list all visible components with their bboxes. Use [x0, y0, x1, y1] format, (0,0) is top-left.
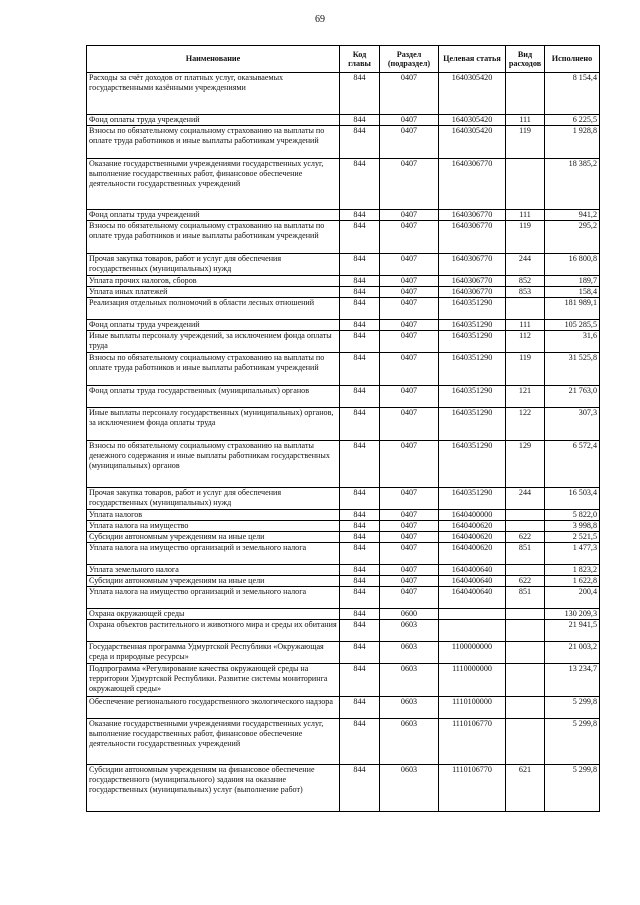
table-row — [87, 386, 600, 408]
header-code: Код главы — [340, 46, 380, 73]
table-row — [87, 115, 600, 126]
row-amount: 21 763,0 — [545, 386, 600, 408]
row-code: 844 — [340, 587, 380, 609]
row-name: Уплата налогов — [87, 510, 340, 521]
table-row — [87, 587, 600, 609]
row-code: 844 — [340, 221, 380, 254]
row-section: 0407 — [380, 441, 439, 488]
row-amount: 6 572,4 — [545, 441, 600, 488]
row-article: 1640400640 — [439, 587, 506, 609]
row-name: Уплата земельного налога — [87, 565, 340, 576]
table-row — [87, 664, 600, 697]
row-section: 0407 — [380, 298, 439, 320]
table-row — [87, 254, 600, 276]
row-amount: 16 503,4 — [545, 488, 600, 510]
table-row — [87, 620, 600, 642]
row-name: Фонд оплаты труда учреждений — [87, 210, 340, 221]
table-row — [87, 532, 600, 543]
row-section: 0407 — [380, 126, 439, 159]
row-name: Взносы по обязательному социальному страхованию на выплаты по оплате труда работников и иные выплаты работникам учреждений — [87, 126, 340, 159]
row-expense-type: 244 — [506, 488, 545, 510]
row-article: 1110100000 — [439, 697, 506, 719]
header-executed: Исполнено — [545, 46, 600, 73]
table-row — [87, 320, 600, 331]
row-article: 1640351290 — [439, 441, 506, 488]
header-row — [87, 46, 600, 73]
table-row — [87, 159, 600, 210]
header-section: Раздел (подраздел) — [380, 46, 439, 73]
table-row — [87, 642, 600, 664]
row-code: 844 — [340, 254, 380, 276]
row-code: 844 — [340, 126, 380, 159]
row-section: 0407 — [380, 565, 439, 576]
row-code: 844 — [340, 287, 380, 298]
row-name: Взносы по обязательному социальному страхованию на выплаты по оплате труда работников и иные выплаты работникам учреждений — [87, 221, 340, 254]
row-section: 0603 — [380, 719, 439, 765]
table-row — [87, 210, 600, 221]
row-name: Прочая закупка товаров, работ и услуг для обеспечения государственных (муниципальных) нужд — [87, 254, 340, 276]
row-section: 0407 — [380, 408, 439, 441]
row-code: 844 — [340, 697, 380, 719]
row-amount: 13 234,7 — [545, 664, 600, 697]
row-article: 1110106770 — [439, 765, 506, 812]
row-name: Государственная программа Удмуртской Республики «Окружающая среда и природные ресурсы» — [87, 642, 340, 664]
row-name: Субсидии автономным учреждениям на финансовое обеспечение государственного (муниципального) задания на оказание государственных (муниципальных) услуг (выполнение работ) — [87, 765, 340, 812]
table-row — [87, 408, 600, 441]
row-expense-type — [506, 620, 545, 642]
row-name: Охрана объектов растительного и животного мира и среды их обитания — [87, 620, 340, 642]
row-article: 1640306770 — [439, 221, 506, 254]
row-amount: 31,6 — [545, 331, 600, 353]
row-amount: 31 525,8 — [545, 353, 600, 386]
row-section: 0603 — [380, 642, 439, 664]
row-amount: 1 928,8 — [545, 126, 600, 159]
row-code: 844 — [340, 642, 380, 664]
row-expense-type: 853 — [506, 287, 545, 298]
row-name: Иные выплаты персоналу учреждений, за исключением фонда оплаты труда — [87, 331, 340, 353]
row-expense-type — [506, 521, 545, 532]
row-code: 844 — [340, 441, 380, 488]
row-code: 844 — [340, 73, 380, 115]
table-row — [87, 543, 600, 565]
row-name: Взносы по обязательному социальному страхованию на выплаты денежного содержания и иные выплаты работникам государственных (муниципальных) органов — [87, 441, 340, 488]
row-article: 1640351290 — [439, 320, 506, 331]
row-amount: 21 941,5 — [545, 620, 600, 642]
row-article: 1640305420 — [439, 126, 506, 159]
row-article: 1640400620 — [439, 521, 506, 532]
table-row — [87, 765, 600, 812]
row-article: 1640306770 — [439, 287, 506, 298]
row-section: 0407 — [380, 331, 439, 353]
row-expense-type: 851 — [506, 543, 545, 565]
row-name: Подпрограмма «Регулирование качества окружающей среды на территории Удмуртской Республики. Развитие системы мониторинга окружающей среды» — [87, 664, 340, 697]
row-expense-type: 852 — [506, 276, 545, 287]
row-article — [439, 609, 506, 620]
row-amount: 189,7 — [545, 276, 600, 287]
table-row — [87, 126, 600, 159]
row-amount: 5 299,8 — [545, 697, 600, 719]
row-section: 0407 — [380, 521, 439, 532]
row-expense-type: 119 — [506, 126, 545, 159]
row-expense-type: 119 — [506, 353, 545, 386]
row-name: Фонд оплаты труда государственных (муниципальных) органов — [87, 386, 340, 408]
row-amount: 181 989,1 — [545, 298, 600, 320]
row-code: 844 — [340, 276, 380, 287]
row-name: Уплата налога на имущество — [87, 521, 340, 532]
row-article: 1640351290 — [439, 408, 506, 441]
row-amount: 5 299,8 — [545, 765, 600, 812]
row-article: 1640306770 — [439, 159, 506, 210]
row-expense-type — [506, 642, 545, 664]
row-code: 844 — [340, 159, 380, 210]
row-article: 1640351290 — [439, 386, 506, 408]
row-expense-type — [506, 609, 545, 620]
row-amount: 200,4 — [545, 587, 600, 609]
header-name: Наименование — [87, 46, 340, 73]
row-name: Охрана окружающей среды — [87, 609, 340, 620]
row-code: 844 — [340, 115, 380, 126]
row-code: 844 — [340, 353, 380, 386]
row-expense-type — [506, 697, 545, 719]
table-row — [87, 298, 600, 320]
row-expense-type — [506, 565, 545, 576]
row-section: 0407 — [380, 159, 439, 210]
row-expense-type — [506, 159, 545, 210]
row-name: Прочая закупка товаров, работ и услуг для обеспечения государственных (муниципальных) нужд — [87, 488, 340, 510]
row-expense-type: 111 — [506, 320, 545, 331]
row-amount: 5 299,8 — [545, 719, 600, 765]
row-section: 0600 — [380, 609, 439, 620]
table-body — [87, 73, 600, 812]
row-code: 844 — [340, 609, 380, 620]
row-code: 844 — [340, 521, 380, 532]
row-section: 0407 — [380, 543, 439, 565]
row-expense-type: 121 — [506, 386, 545, 408]
row-section: 0407 — [380, 276, 439, 287]
row-article: 1640306770 — [439, 254, 506, 276]
table-row — [87, 73, 600, 115]
row-amount: 1 823,2 — [545, 565, 600, 576]
row-section: 0407 — [380, 353, 439, 386]
row-expense-type: 129 — [506, 441, 545, 488]
table-row — [87, 565, 600, 576]
row-amount: 158,4 — [545, 287, 600, 298]
row-amount: 1 477,3 — [545, 543, 600, 565]
row-amount: 21 003,2 — [545, 642, 600, 664]
row-article: 1640351290 — [439, 331, 506, 353]
row-article: 1640400000 — [439, 510, 506, 521]
table-row — [87, 441, 600, 488]
row-name: Уплата налога на имущество организаций и земельного налога — [87, 543, 340, 565]
row-amount: 3 998,8 — [545, 521, 600, 532]
row-section: 0407 — [380, 576, 439, 587]
row-code: 844 — [340, 543, 380, 565]
row-section: 0407 — [380, 587, 439, 609]
row-section: 0407 — [380, 115, 439, 126]
row-article: 1110106770 — [439, 719, 506, 765]
row-section: 0407 — [380, 510, 439, 521]
row-section: 0407 — [380, 254, 439, 276]
row-expense-type — [506, 664, 545, 697]
table-row — [87, 287, 600, 298]
row-name: Оказание государственными учреждениями государственных услуг, выполнение государственных работ, финансовое обеспечение деятельности государственных учреждений — [87, 159, 340, 210]
row-section: 0603 — [380, 664, 439, 697]
row-article: 1640351290 — [439, 298, 506, 320]
row-article: 1110000000 — [439, 664, 506, 697]
row-section: 0407 — [380, 287, 439, 298]
row-amount: 18 385,2 — [545, 159, 600, 210]
table-header — [87, 46, 600, 73]
row-code: 844 — [340, 298, 380, 320]
row-code: 844 — [340, 331, 380, 353]
row-name: Иные выплаты персоналу государственных (муниципальных) органов, за исключением фонда оплаты труда — [87, 408, 340, 441]
row-code: 844 — [340, 765, 380, 812]
row-name: Фонд оплаты труда учреждений — [87, 115, 340, 126]
row-expense-type: 119 — [506, 221, 545, 254]
row-code: 844 — [340, 620, 380, 642]
row-expense-type — [506, 298, 545, 320]
row-code: 844 — [340, 210, 380, 221]
row-amount: 1 622,8 — [545, 576, 600, 587]
row-amount: 130 209,3 — [545, 609, 600, 620]
table-row — [87, 697, 600, 719]
row-expense-type: 111 — [506, 115, 545, 126]
row-section: 0407 — [380, 320, 439, 331]
row-section: 0603 — [380, 765, 439, 812]
row-amount: 2 521,5 — [545, 532, 600, 543]
row-expense-type: 622 — [506, 532, 545, 543]
row-article: 1640400640 — [439, 565, 506, 576]
table-row — [87, 353, 600, 386]
budget-table — [86, 45, 600, 812]
row-expense-type: 851 — [506, 587, 545, 609]
table-row — [87, 609, 600, 620]
row-code: 844 — [340, 664, 380, 697]
row-expense-type: 244 — [506, 254, 545, 276]
row-amount: 105 285,5 — [545, 320, 600, 331]
table-row — [87, 576, 600, 587]
row-code: 844 — [340, 320, 380, 331]
row-article: 1640351290 — [439, 353, 506, 386]
row-name: Уплата иных платежей — [87, 287, 340, 298]
row-expense-type: 112 — [506, 331, 545, 353]
row-article: 1640400620 — [439, 532, 506, 543]
table-row — [87, 331, 600, 353]
row-article: 1640400640 — [439, 576, 506, 587]
table-row — [87, 521, 600, 532]
row-name: Оказание государственными учреждениями государственных услуг, выполнение государственных работ, финансовое обеспечение деятельности государственных учреждений — [87, 719, 340, 765]
table-row — [87, 488, 600, 510]
row-section: 0603 — [380, 697, 439, 719]
row-name: Обеспечение регионального государственного экологического надзора — [87, 697, 340, 719]
row-section: 0407 — [380, 386, 439, 408]
row-amount: 5 822,0 — [545, 510, 600, 521]
row-amount: 307,3 — [545, 408, 600, 441]
header-expense-type: Вид расходов — [506, 46, 545, 73]
row-article: 1640351290 — [439, 488, 506, 510]
table-row — [87, 276, 600, 287]
row-code: 844 — [340, 532, 380, 543]
row-amount: 941,2 — [545, 210, 600, 221]
row-name: Уплата прочих налогов, сборов — [87, 276, 340, 287]
row-name: Субсидии автономным учреждениям на иные цели — [87, 576, 340, 587]
row-article: 1100000000 — [439, 642, 506, 664]
row-section: 0407 — [380, 221, 439, 254]
row-code: 844 — [340, 408, 380, 441]
row-code: 844 — [340, 488, 380, 510]
row-section: 0407 — [380, 488, 439, 510]
row-expense-type: 622 — [506, 576, 545, 587]
row-article: 1640400620 — [439, 543, 506, 565]
row-section: 0407 — [380, 210, 439, 221]
row-article: 1640306770 — [439, 276, 506, 287]
row-expense-type — [506, 73, 545, 115]
row-name: Расходы за счёт доходов от платных услуг, оказываемых государственными казёнными учреждениями — [87, 73, 340, 115]
row-amount: 8 154,4 — [545, 73, 600, 115]
row-section: 0407 — [380, 73, 439, 115]
row-expense-type: 621 — [506, 765, 545, 812]
row-expense-type — [506, 719, 545, 765]
row-code: 844 — [340, 719, 380, 765]
row-expense-type: 122 — [506, 408, 545, 441]
row-amount: 295,2 — [545, 221, 600, 254]
row-section: 0603 — [380, 620, 439, 642]
row-section: 0407 — [380, 532, 439, 543]
row-article: 1640305420 — [439, 73, 506, 115]
row-name: Уплата налога на имущество организаций и земельного налога — [87, 587, 340, 609]
row-name: Взносы по обязательному социальному страхованию на выплаты по оплате труда работников и иные выплаты работникам учреждений — [87, 353, 340, 386]
table-row — [87, 221, 600, 254]
row-code: 844 — [340, 565, 380, 576]
row-name: Реализация отдельных полномочий в области лесных отношений — [87, 298, 340, 320]
row-code: 844 — [340, 510, 380, 521]
row-article: 1640306770 — [439, 210, 506, 221]
row-code: 844 — [340, 386, 380, 408]
row-name: Фонд оплаты труда учреждений — [87, 320, 340, 331]
row-amount: 6 225,5 — [545, 115, 600, 126]
table-row — [87, 719, 600, 765]
row-article: 1640305420 — [439, 115, 506, 126]
row-article — [439, 620, 506, 642]
table-row — [87, 510, 600, 521]
row-amount: 16 800,8 — [545, 254, 600, 276]
row-code: 844 — [340, 576, 380, 587]
row-name: Субсидии автономным учреждениям на иные цели — [87, 532, 340, 543]
row-expense-type: 111 — [506, 210, 545, 221]
page-number: 69 — [315, 14, 325, 25]
header-article: Целевая статья — [439, 46, 506, 73]
row-expense-type — [506, 510, 545, 521]
